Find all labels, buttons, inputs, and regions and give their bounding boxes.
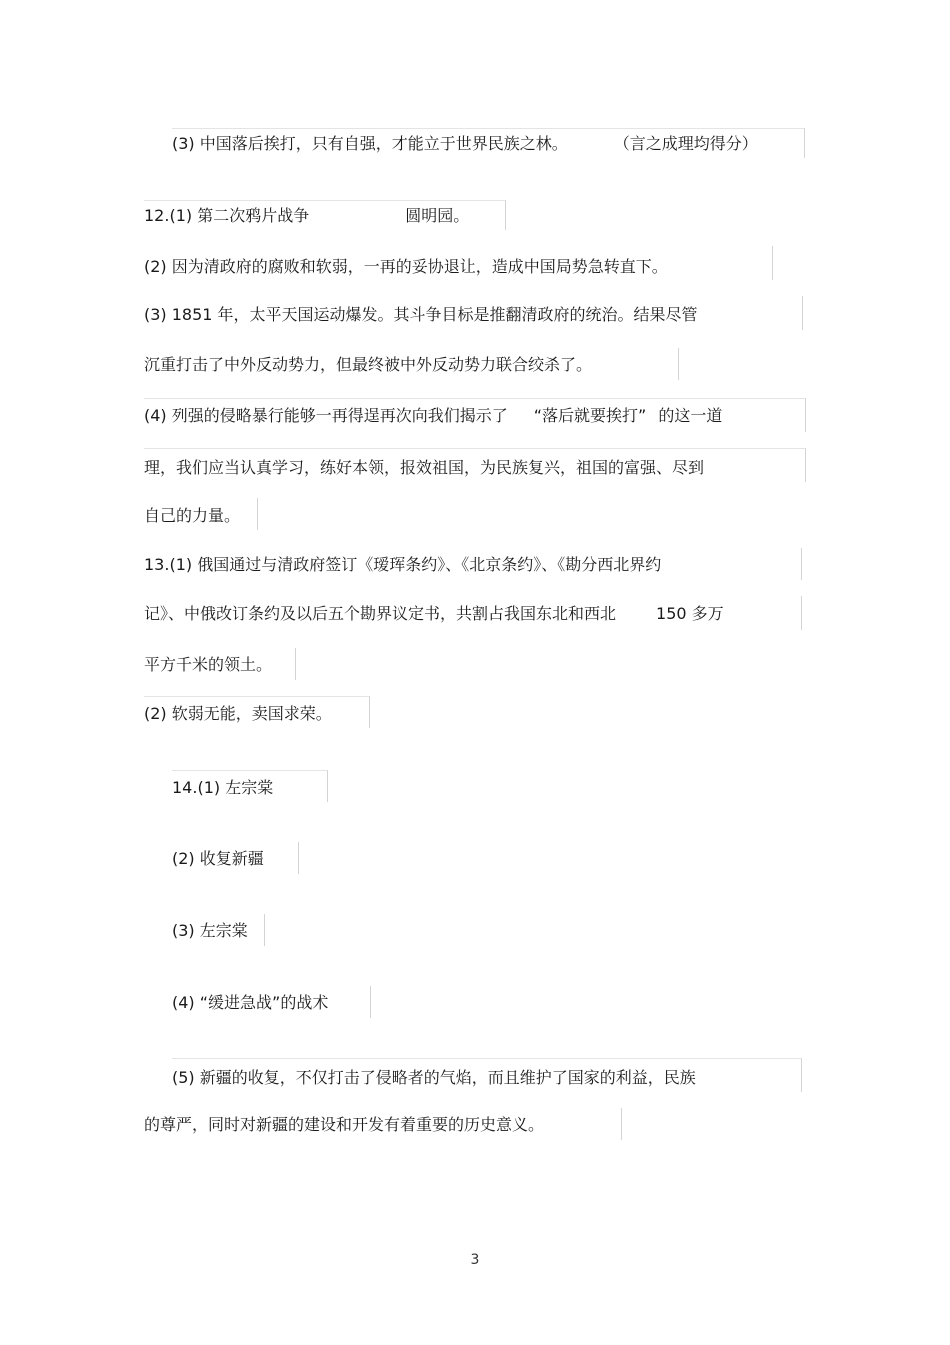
answer-12-4-cont: 理，我们应当认真学习，练好本领，报效祖国，为民族复兴，祖国的富强、尽到 — [144, 458, 705, 477]
answer-line-17 — [172, 1058, 802, 1092]
answer-13-1-end: 平方千米的领土。 — [144, 655, 273, 674]
answer-line-2 — [144, 200, 506, 230]
answer-line-7 — [144, 448, 806, 482]
answer-13-1-text: 13.(1) 俄国通过与清政府签订《瑷珲条约》、《北京条约》、《勘分西北界约 — [144, 555, 662, 574]
answer-line-18 — [144, 1108, 622, 1140]
territory-area: 150 多万 — [656, 604, 724, 623]
answer-line-14 — [172, 842, 299, 874]
answer-line-11 — [144, 648, 296, 680]
answer-14-1-text: 14.(1) 左宗棠 — [172, 778, 274, 797]
answer-line-6 — [144, 398, 806, 432]
answer-line-4 — [144, 296, 803, 330]
grading-note: （言之成理均得分） — [613, 134, 758, 153]
answer-line-3 — [144, 246, 773, 280]
answer-12-4-c: 的这一道 — [658, 406, 723, 425]
answer-line-10 — [144, 596, 802, 630]
answer-13-1-cont: 记》、中俄改订条约及以后五个勘界议定书，共割占我国东北和西北 — [144, 604, 617, 623]
answer-12-4-a: (4) 列强的侵略暴行能够一再得逞再次向我们揭示了 — [144, 406, 508, 425]
answer-14-3-text: (3) 左宗棠 — [172, 921, 248, 940]
answer-14-5-cont: 的尊严，同时对新疆的建设和开发有着重要的历史意义。 — [144, 1115, 545, 1134]
answer-14-4-text: (4) “缓进急战”的战术 — [172, 993, 329, 1012]
answer-14-2-text: (2) 收复新疆 — [172, 849, 264, 868]
answer-line-5 — [144, 348, 679, 380]
answer-11-3-text: (3) 中国落后挨打，只有自强，才能立于世界民族之林。 — [172, 134, 568, 153]
answer-14-5-text: (5) 新疆的收复，不仅打击了侵略者的气焰，而且维护了国家的利益，民族 — [172, 1068, 696, 1087]
answer-line-9 — [144, 548, 802, 580]
answer-line-15 — [172, 914, 265, 946]
answer-line-13 — [172, 770, 328, 802]
answer-13-2-text: (2) 软弱无能，卖国求荣。 — [144, 704, 332, 723]
answer-12-4-end: 自己的力量。 — [144, 506, 241, 525]
answer-line-8 — [144, 498, 258, 530]
answer-12-3-text: (3) 1851 年，太平天国运动爆发。其斗争目标是推翻清政府的统治。结果尽管 — [144, 305, 698, 324]
answer-line-16 — [172, 986, 371, 1018]
page-number: 3 — [470, 1252, 480, 1268]
answer-line-12 — [144, 696, 370, 728]
answer-12-1-a: 12.(1) 第二次鸦片战争 — [144, 206, 310, 225]
answer-12-2-text: (2) 因为清政府的腐败和软弱，一再的妥协退让，造成中国局势急转直下。 — [144, 257, 668, 276]
answer-12-3-cont: 沉重打击了中外反动势力，但最终被中外反动势力联合绞杀了。 — [144, 355, 593, 374]
answer-line-1 — [172, 128, 805, 158]
answer-12-4-quote: “落后就要挨打” — [533, 406, 647, 425]
answer-12-1-b: 圆明园。 — [405, 206, 470, 225]
